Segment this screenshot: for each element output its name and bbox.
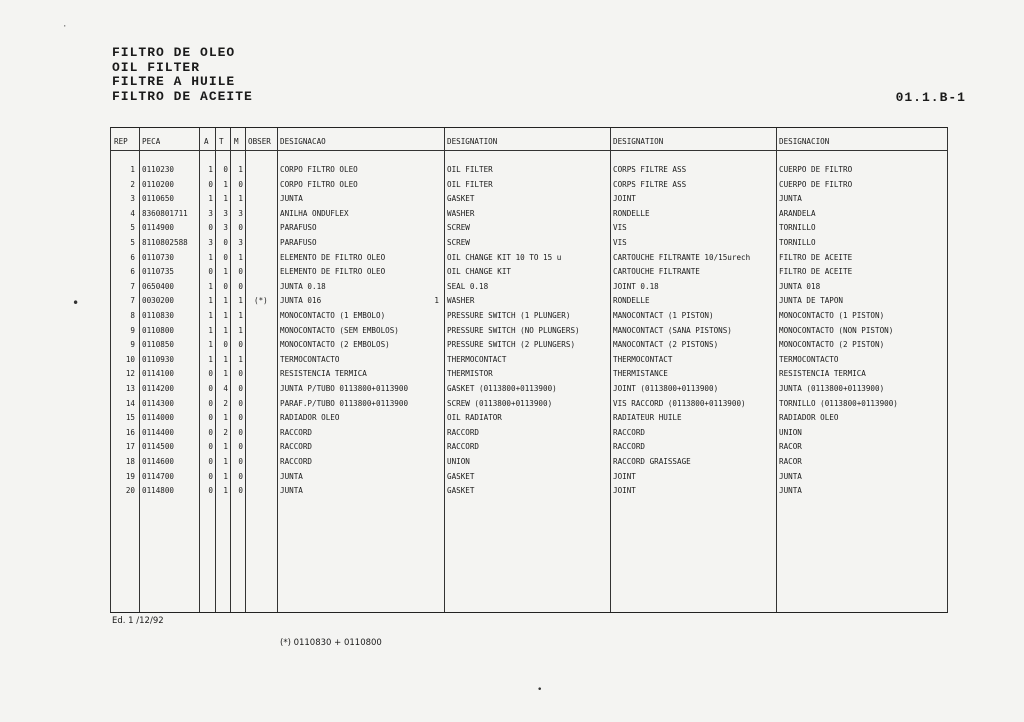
cell-fr: RACCORD [613,442,646,452]
cell-peca: 0114900 [142,223,175,233]
cell-en: OIL CHANGE KIT [447,267,512,277]
cell-es: TERMOCONTACTO [779,354,839,364]
cell-t: 2 [223,427,228,437]
header-designacion: DESIGNACION [779,137,830,146]
cell-pt: RADIADOR OLEO [280,413,340,423]
cell-a: 1 [208,354,213,364]
header-m: M [234,137,239,146]
col-divider [277,128,278,612]
cell-peca: 0114600 [142,457,175,466]
cell-es: JUNTA [779,471,802,481]
cell-t: 1 [223,179,228,189]
cell-peca: 0114300 [142,398,175,408]
cell-en: GASKET [447,471,475,481]
cell-m: 0 [238,486,243,496]
cell-t: 1 [223,486,228,496]
cell-t: 1 [223,442,228,452]
cell-m: 0 [238,413,243,423]
cell-fr: RONDELLE [613,296,650,306]
col-divider [776,128,777,612]
cell-en: GASKET (0113800+0113900) [447,384,557,393]
cell-a: 0 [208,384,213,393]
cell-a: 0 [208,179,213,189]
cell-pt: PARAFUSO [280,223,317,233]
col-divider [610,128,611,612]
header-t: T [219,137,224,146]
cell-a: 1 [208,340,213,350]
cell-peca: 0650400 [142,281,175,291]
cell-fr: MANOCONTACT (SANA PISTONS) [613,325,732,335]
cell-extra: 1 [434,296,439,306]
cell-rep: 1 [130,165,135,174]
cell-a: 3 [208,238,213,247]
header-designation-en: DESIGNATION [447,137,498,146]
col-divider [215,128,216,612]
cell-fr: RONDELLE [613,208,650,218]
cell-peca: 0110930 [142,354,175,364]
page-reference: 01.1.B-1 [895,90,966,105]
cell-rep: 5 [130,238,135,247]
cell-m: 1 [238,325,243,335]
cell-m: 0 [238,442,243,452]
col-divider [199,128,200,612]
cell-peca: 8360801711 [142,208,188,218]
cell-en: RACCORD [447,442,480,452]
cell-rep: 16 [125,427,135,437]
cell-rep: 6 [130,267,135,277]
cell-es: RACOR [779,442,802,452]
cell-en: OIL FILTER [447,165,493,174]
cell-pt: RACCORD [280,427,313,437]
scan-speck: • [537,685,543,695]
cell-a: 3 [208,208,213,218]
cell-pt: CORPO FILTRO OLEO [280,179,358,189]
cell-m: 0 [238,471,243,481]
cell-rep: 18 [125,457,135,466]
cell-en: THERMOCONTACT [447,354,507,364]
cell-fr: THERMOCONTACT [613,354,673,364]
cell-m: 0 [238,457,243,466]
cell-en: GASKET [447,194,475,204]
cell-peca: 0114700 [142,471,175,481]
cell-a: 0 [208,413,213,423]
col-divider [230,128,231,612]
cell-rep: 3 [130,194,135,204]
cell-pt: JUNTA [280,486,303,496]
cell-fr: JOINT (0113800+0113900) [613,384,719,393]
cell-fr: VIS RACCORD (0113800+0113900) [613,398,746,408]
cell-rep: 4 [130,208,135,218]
cell-t: 1 [223,354,228,364]
cell-a: 1 [208,194,213,204]
cell-fr: MANOCONTACT (2 PISTONS) [613,340,719,350]
header-peca: PECA [142,137,161,146]
cell-peca: 0110850 [142,340,175,350]
cell-pt: ELEMENTO DE FILTRO OLEO [280,267,386,277]
cell-a: 1 [208,281,213,291]
cell-en: PRESSURE SWITCH (1 PLUNGER) [447,311,571,320]
cell-en: OIL RADIATOR [447,413,502,423]
cell-m: 3 [238,208,243,218]
cell-en: GASKET [447,486,475,496]
cell-t: 3 [223,223,228,233]
cell-t: 4 [223,384,228,393]
cell-t: 0 [223,238,228,247]
cell-a: 0 [208,471,213,481]
cell-peca: 0110730 [142,252,175,262]
cell-fr: JOINT [613,471,636,481]
cell-a: 1 [208,325,213,335]
cell-m: 1 [238,252,243,262]
cell-rep: 7 [130,296,135,306]
cell-m: 0 [238,267,243,277]
cell-pt: JUNTA 0.18 [280,281,326,291]
cell-rep: 10 [125,354,135,364]
cell-m: 0 [238,340,243,350]
cell-peca: 0114400 [142,427,175,437]
cell-m: 0 [238,427,243,437]
cell-t: 0 [223,340,228,350]
cell-t: 1 [223,325,228,335]
cell-t: 3 [223,208,228,218]
cell-en: PRESSURE SWITCH (NO PLUNGERS) [447,325,580,335]
cell-t: 2 [223,398,228,408]
col-divider [139,128,140,612]
cell-m: 1 [238,311,243,320]
cell-es: ARANDELA [779,208,816,218]
cell-a: 0 [208,369,213,379]
cell-pt: RESISTENCIA TERMICA [280,369,367,379]
cell-m: 0 [238,369,243,379]
cell-es: JUNTA 018 [779,281,821,291]
cell-pt: PARAFUSO [280,238,317,247]
cell-es: CUERPO DE FILTRO [779,179,853,189]
cell-en: OIL FILTER [447,179,493,189]
cell-t: 0 [223,281,228,291]
cell-peca: 0110830 [142,311,175,320]
cell-en: SCREW (0113800+0113900) [447,398,553,408]
cell-fr: RACCORD [613,427,646,437]
cell-m: 3 [238,238,243,247]
cell-fr: MANOCONTACT (1 PISTON) [613,311,714,320]
cell-fr: CORPS FILTRE ASS [613,165,687,174]
parts-table [110,127,948,613]
cell-pt: JUNTA 016 [280,296,322,306]
header-designation-fr: DESIGNATION [613,137,664,146]
cell-en: UNION [447,457,470,466]
cell-pt: MONOCONTACTO (2 EMBOLOS) [280,340,390,350]
cell-en: SCREW [447,223,470,233]
title-es: FILTRO DE ACEITE [112,88,253,104]
cell-peca: 0114500 [142,442,175,452]
cell-es: TORNILLO [779,223,816,233]
cell-en: SCREW [447,238,470,247]
cell-fr: CARTOUCHE FILTRANTE [613,267,700,277]
cell-rep: 9 [130,325,135,335]
cell-fr: JOINT [613,486,636,496]
cell-rep: 14 [125,398,135,408]
cell-rep: 20 [125,486,135,496]
cell-pt: JUNTA P/TUBO 0113800+0113900 [280,384,409,393]
cell-rep: 15 [125,413,135,423]
cell-m: 0 [238,179,243,189]
cell-m: 0 [238,223,243,233]
cell-m: 1 [238,194,243,204]
cell-pt: RACCORD [280,442,313,452]
title-pt: FILTRO DE OLEO [112,45,236,60]
cell-fr: RACCORD GRAISSAGE [613,457,691,466]
cell-peca: 0030200 [142,296,175,306]
cell-peca: 0110230 [142,165,175,174]
col-divider [245,128,246,612]
cell-t: 1 [223,457,228,466]
cell-rep: 9 [130,340,135,350]
cell-t: 1 [223,471,228,481]
header-divider [111,150,947,151]
cell-en: SEAL 0.18 [447,281,489,291]
cell-rep: 13 [125,384,135,393]
cell-es: MONOCONTACTO (NON PISTON) [779,325,894,335]
header-obser: OBSER [248,137,271,146]
cell-t: 1 [223,296,228,306]
scan-speck: • [72,296,80,310]
edition-note: Ed. 1 /12/92 [112,616,164,626]
cell-peca: 0114800 [142,486,175,496]
cell-es: RACOR [779,457,802,466]
cell-en: RACCORD [447,427,480,437]
cell-pt: RACCORD [280,457,313,466]
cell-pt: JUNTA [280,194,303,204]
cell-pt: ELEMENTO DE FILTRO OLEO [280,252,386,262]
col-divider [444,128,445,612]
cell-pt: CORPO FILTRO OLEO [280,165,358,174]
cell-a: 0 [208,457,213,466]
cell-rep: 19 [125,471,135,481]
cell-en: WASHER [447,208,475,218]
cell-peca: 0114200 [142,384,175,393]
cell-es: MONOCONTACTO (1 PISTON) [779,311,885,320]
cell-peca: 0110800 [142,325,175,335]
cell-rep: 7 [130,281,135,291]
cell-es: JUNTA DE TAPON [779,296,844,306]
cell-t: 1 [223,194,228,204]
cell-es: JUNTA [779,194,802,204]
cell-pt: PARAF.P/TUBO 0113800+0113900 [280,398,409,408]
cell-en: THERMISTOR [447,369,493,379]
cell-es: UNION [779,427,802,437]
cell-rep: 5 [130,223,135,233]
cell-a: 1 [208,165,213,174]
cell-en: OIL CHANGE KIT 10 TO 15 u [447,252,562,262]
cell-peca: 0110735 [142,267,175,277]
cell-t: 0 [223,252,228,262]
header-designacao: DESIGNACAO [280,137,326,146]
cell-rep: 12 [125,369,135,379]
cell-obser: (*) [254,296,268,306]
cell-m: 0 [238,398,243,408]
cell-m: 0 [238,281,243,291]
cell-t: 1 [223,369,228,379]
cell-a: 0 [208,442,213,452]
scan-speck: · [62,22,68,32]
cell-fr: THERMISTANCE [613,369,668,379]
cell-es: RADIADOR OLEO [779,413,839,423]
cell-peca: 0114100 [142,369,175,379]
cell-es: RESISTENCIA TERMICA [779,369,866,379]
cell-fr: VIS [613,238,627,247]
cell-t: 1 [223,413,228,423]
cell-pt: MONOCONTACTO (SEM EMBOLOS) [280,325,399,335]
cell-es: FILTRO DE ACEITE [779,267,853,277]
title-en: OIL FILTER [112,59,201,75]
cell-pt: TERMOCONTACTO [280,354,340,364]
cell-m: 0 [238,384,243,393]
cell-a: 0 [208,398,213,408]
cell-fr: JOINT [613,194,636,204]
cell-a: 1 [208,311,213,320]
cell-es: JUNTA [779,486,802,496]
cell-pt: ANILHA ONDUFLEX [280,208,349,218]
cell-peca: 0110200 [142,179,175,189]
cell-pt: MONOCONTACTO (1 EMBOLO) [280,311,386,320]
cell-rep: 2 [130,179,135,189]
title-block [112,46,253,104]
cell-en: WASHER [447,296,475,306]
header-a: A [204,137,209,146]
cell-a: 0 [208,486,213,496]
cell-rep: 6 [130,252,135,262]
cell-fr: JOINT 0.18 [613,281,659,291]
cell-t: 0 [223,165,228,174]
cell-m: 1 [238,165,243,174]
cell-es: TORNILLO (0113800+0113900) [779,398,898,408]
cell-es: MONOCONTACTO (2 PISTON) [779,340,885,350]
cell-peca: 0110650 [142,194,175,204]
cell-t: 1 [223,311,228,320]
footnote: (*) 0110830 + 0110800 [280,638,382,648]
cell-es: FILTRO DE ACEITE [779,252,853,262]
cell-a: 0 [208,223,213,233]
cell-m: 1 [238,296,243,306]
cell-fr: CORPS FILTRE ASS [613,179,687,189]
cell-peca: 0114000 [142,413,175,423]
header-rep: REP [114,137,128,146]
cell-es: CUERPO DE FILTRO [779,165,853,174]
cell-a: 0 [208,267,213,277]
cell-pt: JUNTA [280,471,303,481]
cell-fr: RADIATEUR HUILE [613,413,682,423]
cell-t: 1 [223,267,228,277]
cell-fr: CARTOUCHE FILTRANTE 10/15urech [613,252,751,262]
cell-rep: 17 [125,442,135,452]
cell-a: 1 [208,296,213,306]
cell-fr: VIS [613,223,627,233]
cell-es: TORNILLO [779,238,816,247]
cell-peca: 8110802588 [142,238,188,247]
title-fr: FILTRE A HUILE [112,74,236,89]
cell-en: PRESSURE SWITCH (2 PLUNGERS) [447,340,576,350]
cell-a: 1 [208,252,213,262]
cell-es: JUNTA (0113800+0113900) [779,384,885,393]
cell-m: 1 [238,354,243,364]
cell-a: 0 [208,427,213,437]
cell-rep: 8 [130,311,135,320]
